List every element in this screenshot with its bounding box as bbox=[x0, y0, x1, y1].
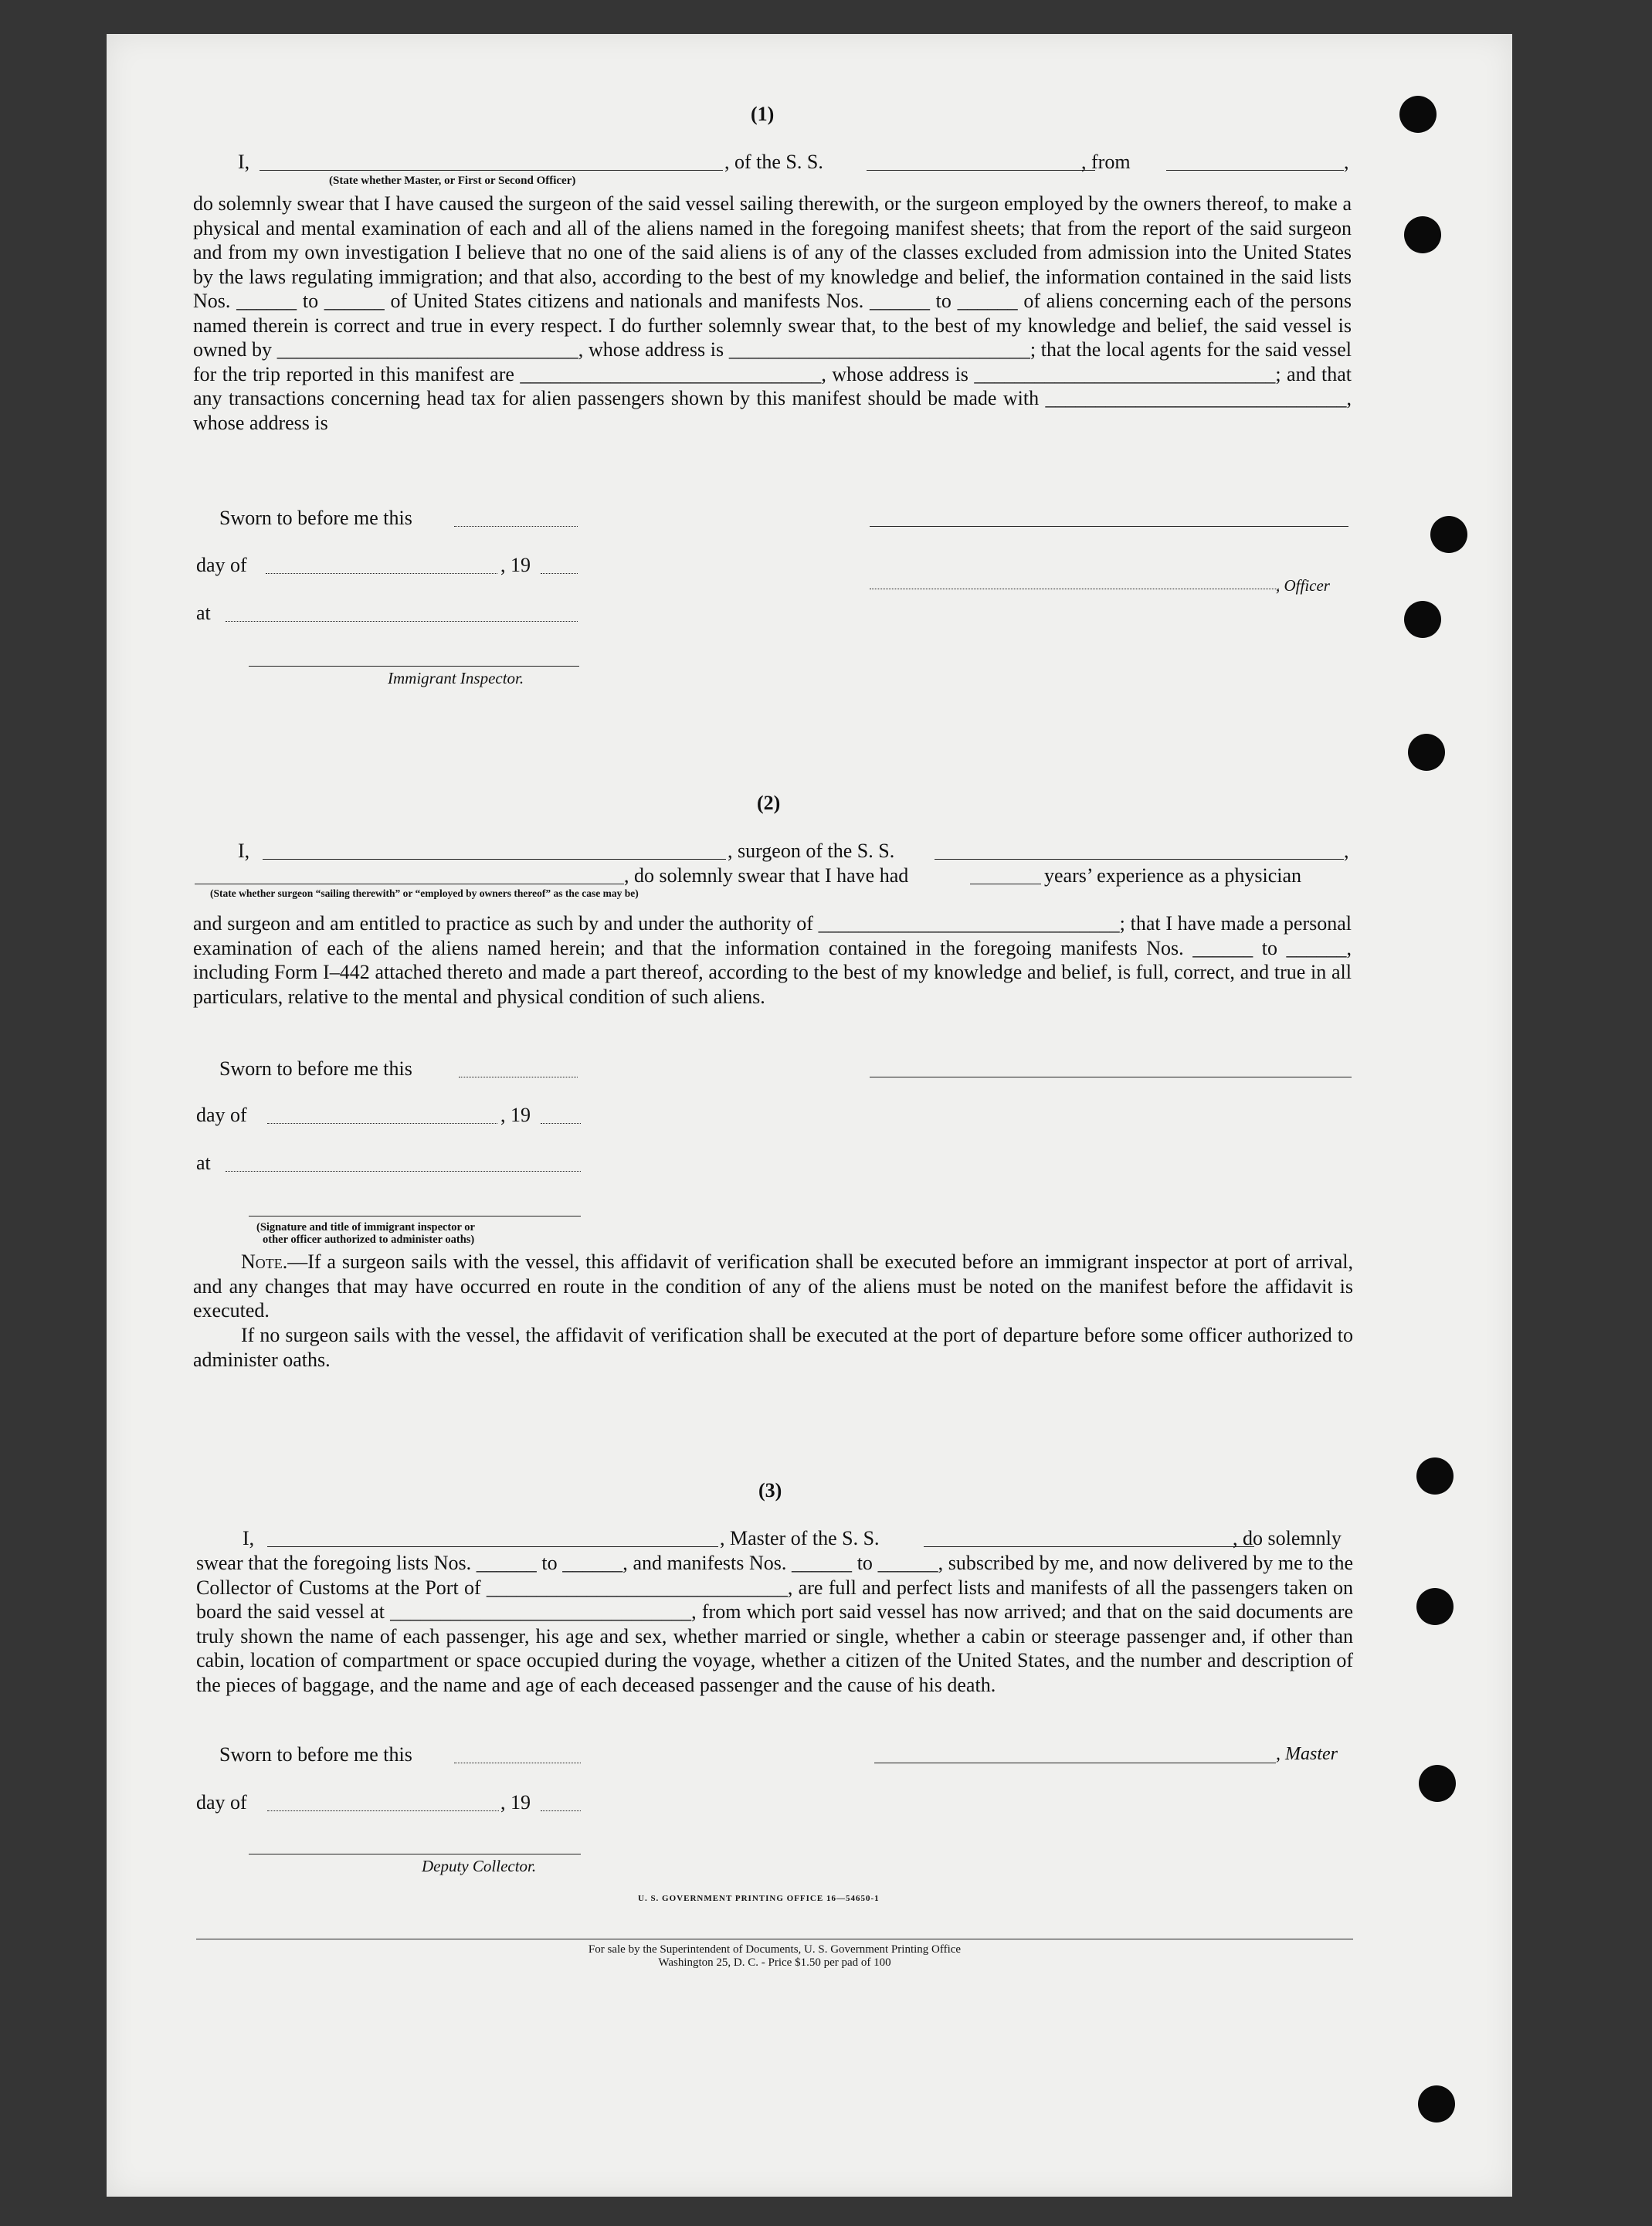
officer-signature-line[interactable] bbox=[870, 526, 1348, 527]
section-3-day-of-field[interactable] bbox=[267, 1810, 499, 1811]
year-field[interactable] bbox=[541, 573, 578, 574]
footer-sale-line-1: For sale by the Superintendent of Documents, U. S. Government Printing Office bbox=[588, 1943, 962, 1956]
officer-label: , Officer bbox=[1276, 576, 1330, 595]
section-2-at: at bbox=[196, 1152, 211, 1174]
section-1-number: (1) bbox=[751, 103, 775, 125]
section-3-day-of: day of bbox=[196, 1791, 247, 1814]
section-3-do-solemnly: , do solemnly bbox=[1233, 1527, 1342, 1549]
binder-hole bbox=[1430, 516, 1467, 553]
gpo-imprint: U. S. GOVERNMENT PRINTING OFFICE 16—54650-1 bbox=[638, 1894, 880, 1903]
note-text-1: —If a surgeon sails with the vessel, this affidavit of verification shall be executed before an immigrant inspector at port of arrival, and any changes that may have occurred en route in the condition of any of the aliens must be noted on the manifest before the affidavit is executed. bbox=[193, 1250, 1353, 1322]
binder-hole bbox=[1404, 601, 1441, 638]
binder-hole bbox=[1399, 96, 1437, 133]
footer-sale-line-2: Washington 25, D. C. - Price $1.50 per pad of 100 bbox=[658, 1956, 891, 1969]
comma: , bbox=[1344, 151, 1349, 173]
binder-hole bbox=[1404, 216, 1441, 253]
section-3-year-field[interactable] bbox=[541, 1810, 581, 1811]
section-2-status-note: (State whether surgeon “sailing therewith” or “employed by owners thereof” as the case may be) bbox=[210, 887, 639, 899]
section-2-day-of: day of bbox=[196, 1104, 247, 1126]
binder-hole bbox=[1418, 2085, 1455, 2123]
section-1-year: , 19 bbox=[500, 554, 531, 576]
section-2-i: I, bbox=[238, 840, 250, 862]
at-place-field[interactable] bbox=[226, 621, 578, 622]
officer-rank-field[interactable] bbox=[260, 170, 723, 171]
section-1-rank-note: (State whether Master, or First or Second Officer) bbox=[329, 175, 576, 187]
surgeon-note-2: If no surgeon sails with the vessel, the affidavit of verification shall be executed at the port of departure before some officer authorized to administer oaths. bbox=[193, 1324, 1353, 1371]
section-2-oath-text: and surgeon and am entitled to practice as such by and under the authority of ______________________________; that I have made a personal examination of each of the aliens named herein; and that the information contained in the foregoing manifests Nos. ______ to ______, including Form I–442 attached thereto and made a part thereof, according to the best of my knowledge and belief, is full, correct, and true in all particulars, relative to the mental and physical condition of such aliens. bbox=[193, 912, 1352, 1008]
surgeon-note bbox=[193, 1250, 1353, 1323]
section-2-day-of-field[interactable] bbox=[267, 1123, 497, 1124]
comma: , bbox=[1344, 840, 1349, 862]
section-2-year-field[interactable] bbox=[541, 1123, 581, 1124]
section-1-day-of: day of bbox=[196, 554, 247, 576]
section-1-of-ss: , of the S. S. bbox=[724, 151, 823, 173]
footer-sale-text bbox=[196, 1943, 1353, 1970]
section-1-from: , from bbox=[1081, 151, 1131, 173]
section-2-years: years’ experience as a physician bbox=[1044, 864, 1302, 887]
section-3-number: (3) bbox=[758, 1479, 782, 1502]
day-of-field[interactable] bbox=[266, 573, 497, 574]
section-2-number: (2) bbox=[757, 792, 781, 814]
departure-port-field[interactable] bbox=[1166, 170, 1344, 171]
vessel-name-field[interactable] bbox=[867, 170, 1095, 171]
surgeon-name-field[interactable] bbox=[263, 859, 726, 860]
binder-hole bbox=[1416, 1588, 1454, 1625]
signature-note-line-2: other officer authorized to administer oaths) bbox=[263, 1233, 475, 1246]
sworn-date-field[interactable] bbox=[454, 526, 578, 527]
section-1-at: at bbox=[196, 602, 211, 624]
section-3-master-of-ss: , Master of the S. S. bbox=[720, 1527, 880, 1549]
binder-hole bbox=[1408, 734, 1445, 771]
immigrant-inspector-label: Immigrant Inspector. bbox=[388, 669, 524, 687]
section-3-year: , 19 bbox=[500, 1791, 531, 1814]
master-label: , Master bbox=[1276, 1744, 1338, 1764]
section-2-surgeon-of-ss: , surgeon of the S. S. bbox=[728, 840, 895, 862]
section-2-swear: , do solemnly swear that I have had bbox=[624, 864, 909, 887]
section-2-vessel-field[interactable] bbox=[935, 859, 1344, 860]
master-name-field[interactable] bbox=[267, 1546, 718, 1547]
deputy-collector-label: Deputy Collector. bbox=[422, 1857, 537, 1875]
section-1-oath-text: do solemnly swear that I have caused the surgeon of the said vessel sailing therewith, or the surgeon employed by the owners thereof, to make a physical and mental examination of each and all of the aliens named in the foregoing manifest sheets; that from the report of the said surgeon and from my own investigation I believe that no one of the said aliens is of any of the classes excluded from admission into the United States by the laws regulating immigration; and that also, according to the best of my knowledge and belief, the information contained in the said lists Nos. ______ to ______ of United States citizens and nationals and manifests Nos. ______ to ______ of aliens concerning each of the persons named therein is correct and true in every respect. I do further solemnly swear that, to the best of my knowledge and belief, the said vessel is owned by ______________________________, whose address is ______________________________; that the local agents for the said vessel for the trip reported in this manifest are ______________________________, whose address is ______________________________; and that any transactions concerning head tax for alien passengers shown by this manifest should be made with ______________________________, whose address is bbox=[193, 192, 1352, 434]
signature-note-line-1: (Signature and title of immigrant inspector or bbox=[256, 1221, 475, 1233]
section-3-i: I, bbox=[243, 1527, 255, 1549]
binder-hole bbox=[1416, 1457, 1454, 1495]
section-3-vessel-field[interactable] bbox=[924, 1546, 1254, 1547]
inspector-signature-line[interactable] bbox=[249, 666, 579, 667]
binder-hole bbox=[1419, 1765, 1456, 1802]
section-2-year: , 19 bbox=[500, 1104, 531, 1126]
section-3-sworn: Sworn to before me this bbox=[219, 1743, 412, 1766]
section-1-sworn: Sworn to before me this bbox=[219, 507, 412, 529]
section-3-oath-text: swear that the foregoing lists Nos. ______ to ______, and manifests Nos. ______ to ______, subscribed by me, and now delivered by me to the Collector of Customs at the Port of ______________________________, are full and perfect lists and manifests of all the passengers taken on board the said vessel at ______________________________, from which port said vessel has now arrived; and that on the said documents are truly shown the name of each passenger, his age and sex, whether married or single, whether a cabin or steerage passenger and, if other than cabin, location of compartment or space occupied during the voyage, whether a citizen of the United States, and the number and description of the pieces of baggage, and the name and age of each deceased passenger and the cause of his death. bbox=[196, 1552, 1353, 1696]
note-label: Note. bbox=[241, 1250, 288, 1273]
section-2-at-field[interactable] bbox=[226, 1171, 581, 1172]
section-1-i: I, bbox=[238, 151, 250, 173]
section-2-sworn: Sworn to before me this bbox=[219, 1057, 412, 1080]
